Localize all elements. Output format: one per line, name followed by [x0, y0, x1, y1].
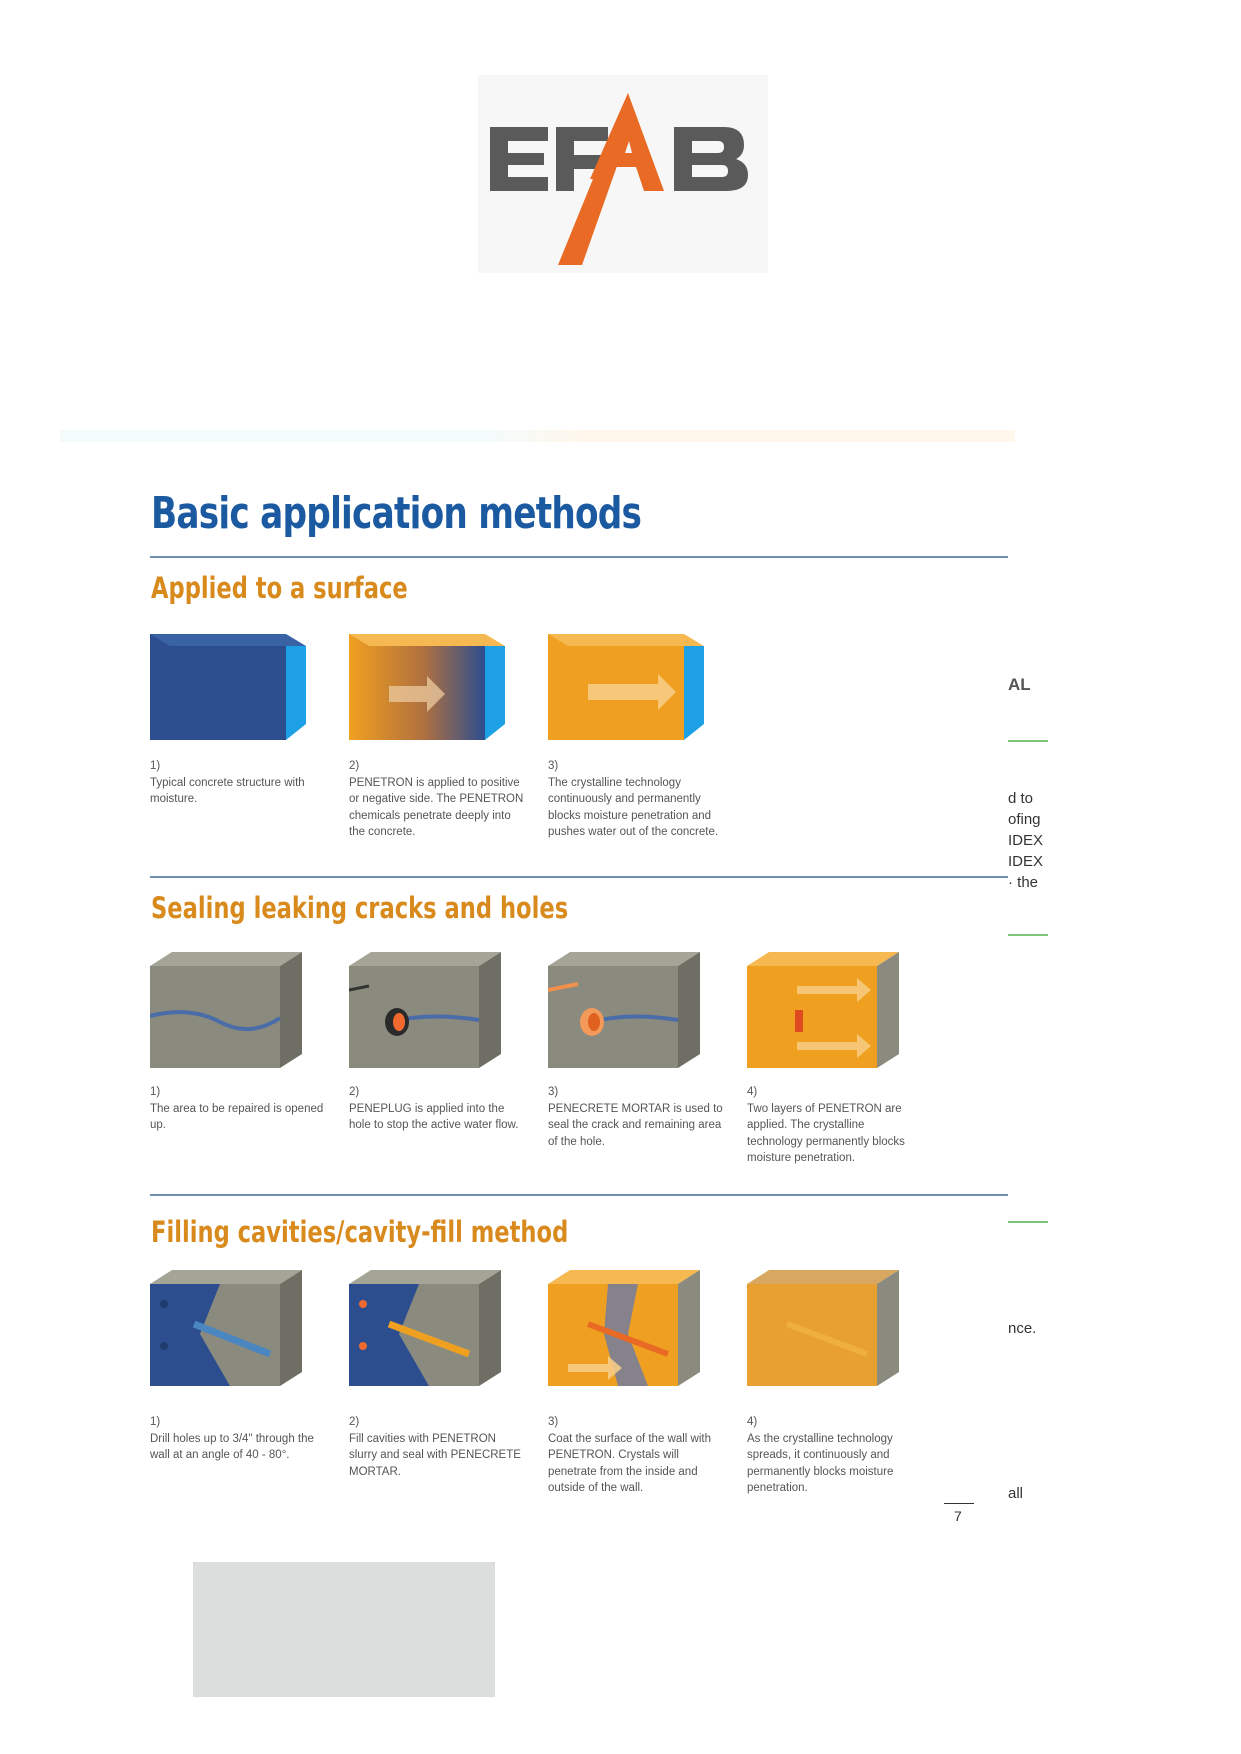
right-fragment-8: all	[1008, 1485, 1024, 1502]
section-heading-cracks: Sealing leaking cracks and holes	[151, 891, 569, 925]
page-title: Basic application methods	[151, 488, 642, 539]
section-divider-2	[150, 1194, 1008, 1196]
right-fragment-1: AL	[1008, 675, 1031, 694]
illustration-surface-3	[548, 628, 708, 746]
illustration-surface-1	[150, 628, 310, 746]
section-heading-surface: Applied to a surface	[151, 571, 408, 605]
cracks-step-3: 3) PENECRETE MORTAR is used to seal the crack and remaining area of the hole.	[548, 1086, 723, 1148]
cavity-step-2: 2) Fill cavities with PENETRON slurry and seal with PENECRETE MORTAR.	[349, 1416, 521, 1478]
illustration-cavity-4	[747, 1264, 902, 1389]
page-number-rule	[944, 1503, 974, 1504]
illustration-cracks-3	[548, 946, 703, 1071]
illustration-cracks-4	[747, 946, 902, 1071]
illustration-cavity-2	[349, 1264, 504, 1389]
cavity-step-4: 4) As the crystalline technology spreads, it continuously and permanently blocks moisture penetration.	[747, 1416, 894, 1494]
surface-step-2: 2) PENETRON is applied to positive or negative side. The PENETRON chemicals penetrate deeply into the concrete.	[349, 760, 524, 838]
illustration-cracks-2	[349, 946, 504, 1071]
illustration-cavity-1	[150, 1264, 305, 1389]
right-green-rule-3	[1008, 1221, 1048, 1223]
right-green-rule-1	[1008, 740, 1048, 742]
illustration-cracks-1	[150, 946, 305, 1071]
page-top-strip	[60, 430, 1015, 442]
cracks-step-2: 2) PENEPLUG is applied into the hole to stop the active water flow.	[349, 1086, 519, 1131]
right-fragment-2: d to	[1008, 790, 1034, 807]
efab-logo-mark	[478, 75, 768, 273]
right-fragment-7: nce.	[1008, 1320, 1037, 1337]
right-green-rule-2	[1008, 934, 1048, 936]
right-fragment-4: IDEX	[1008, 832, 1044, 849]
illustration-cavity-3	[548, 1264, 703, 1389]
cracks-step-4: 4) Two layers of PENETRON are applied. The crystalline technology permanently blocks moisture penetration.	[747, 1086, 905, 1164]
gray-placeholder-box	[193, 1562, 495, 1697]
title-divider	[150, 556, 1008, 558]
cracks-step-1: 1) The area to be repaired is opened up.	[150, 1086, 324, 1131]
right-fragment-5: IDEX	[1008, 853, 1044, 870]
section-divider-1	[150, 876, 1008, 878]
right-fragment-6: · the	[1008, 874, 1039, 891]
page-number: 7	[954, 1508, 962, 1524]
section-heading-cavity: Filling cavities/cavity-fill method	[151, 1215, 569, 1249]
surface-step-1: 1) Typical concrete structure with moisture.	[150, 760, 305, 805]
illustration-surface-2	[349, 628, 509, 746]
cavity-step-3: 3) Coat the surface of the wall with PENETRON. Crystals will penetrate from the inside and outside of the wall.	[548, 1416, 711, 1494]
efab-logo	[478, 75, 768, 273]
right-fragment-3: ofing	[1008, 811, 1041, 828]
surface-step-3: 3) The crystalline technology continuously and permanently blocks moisture penetration and pushes water out of the concrete.	[548, 760, 719, 838]
cavity-step-1: 1) Drill holes up to 3/4" through the wall at an angle of 40 - 80°.	[150, 1416, 314, 1461]
